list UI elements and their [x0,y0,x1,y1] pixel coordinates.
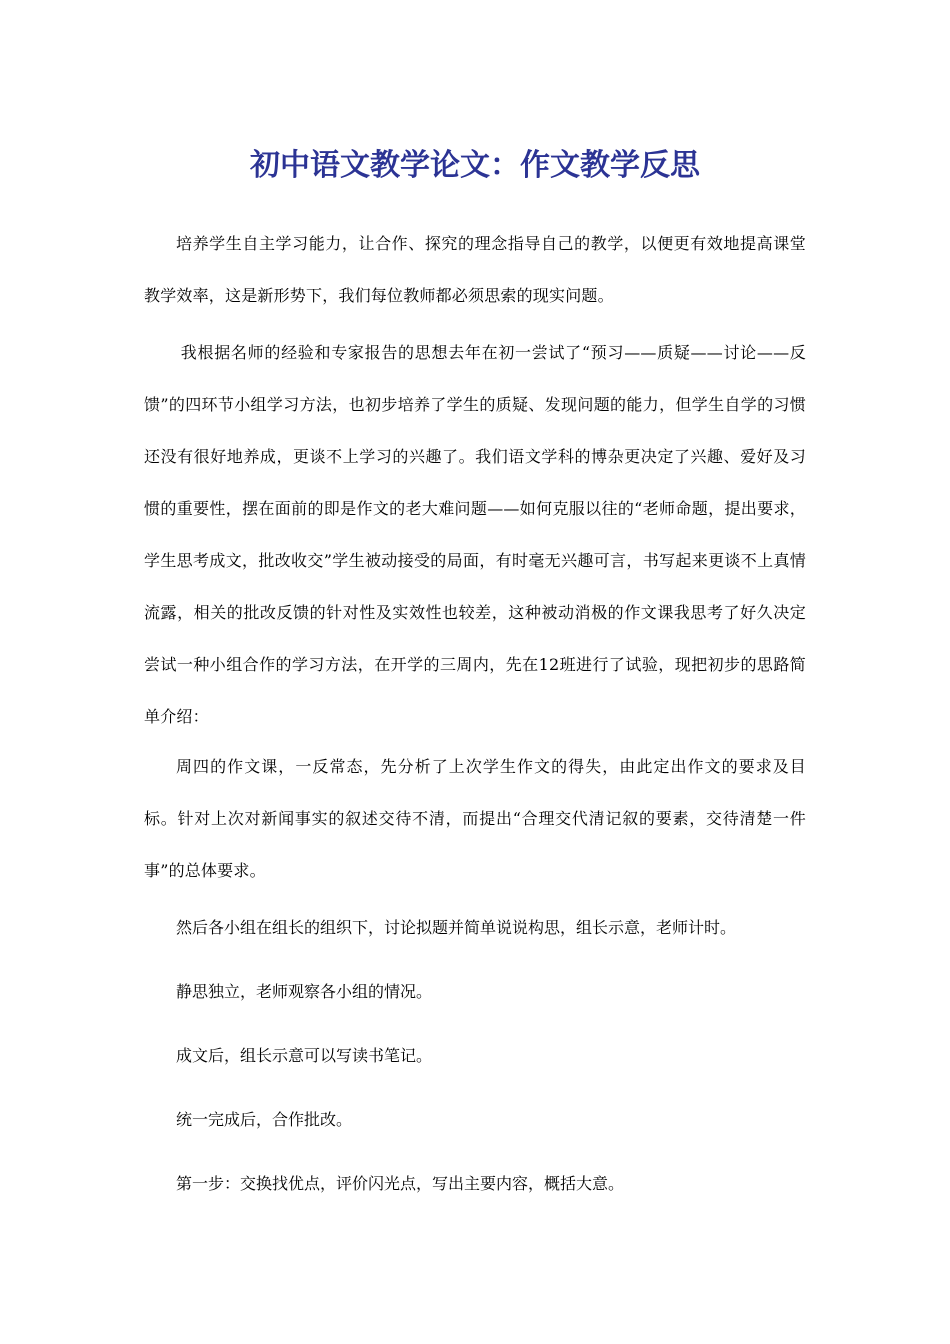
paragraph-background: 我根据名师的经验和专家报告的思想去年在初一尝试了“预习——质疑——讨论——反馈”的四环节小组学习方法，也初步培养了学生的质疑、发现问题的能力，但学生自学的习惯还没有很好地养成，更谈不上学习的兴趣了。我们语文学科的博杂更决定了兴趣、爱好及习惯的重要性，摆在面前的即是作文的老大难问题——如何克服以往的“老师命题，提出要求，学生思考成文，批改收交”学生被动接受的局面，有时毫无兴趣可言，书写起来更谈不上真情流露，相关的批改反馈的针对性及实效性也较差，这种被动消极的作文课我思考了好久决定尝试一种小组合作的学习方法，在开学的三周内，先在12班进行了试验，现把初步的思路简单介绍： [144,343,806,726]
step-line-reading-notes: 成文后，组长示意可以写读书笔记。 [176,1046,433,1065]
paragraph-class-description: 周四的作文课，一反常态，先分析了上次学生作文的得失，由此定出作文的要求及目标。针对上次对新闻事实的叙述交待不清，而提出“合理交代清记叙的要素，交待清楚一件事”的总体要求。 [144,757,806,880]
document-title: 初中语文教学论文：作文教学反思 [250,148,700,183]
step-line-first-step: 第一步：交换找优点，评价闪光点，写出主要内容，概括大意。 [176,1174,625,1193]
step-line-independent-thinking: 静思独立，老师观察各小组的情况。 [176,982,433,1001]
step-line-discussion: 然后各小组在组长的组织下，讨论拟题并简单说说构思，组长示意，老师计时。 [176,918,737,937]
step-line-cooperative-grading: 统一完成后，合作批改。 [176,1110,353,1129]
paragraph-intro: 培养学生自主学习能力，让合作、探究的理念指导自己的教学，以便更有效地提高课堂教学效率，这是新形势下，我们每位教师都必须思索的现实问题。 [144,234,806,305]
